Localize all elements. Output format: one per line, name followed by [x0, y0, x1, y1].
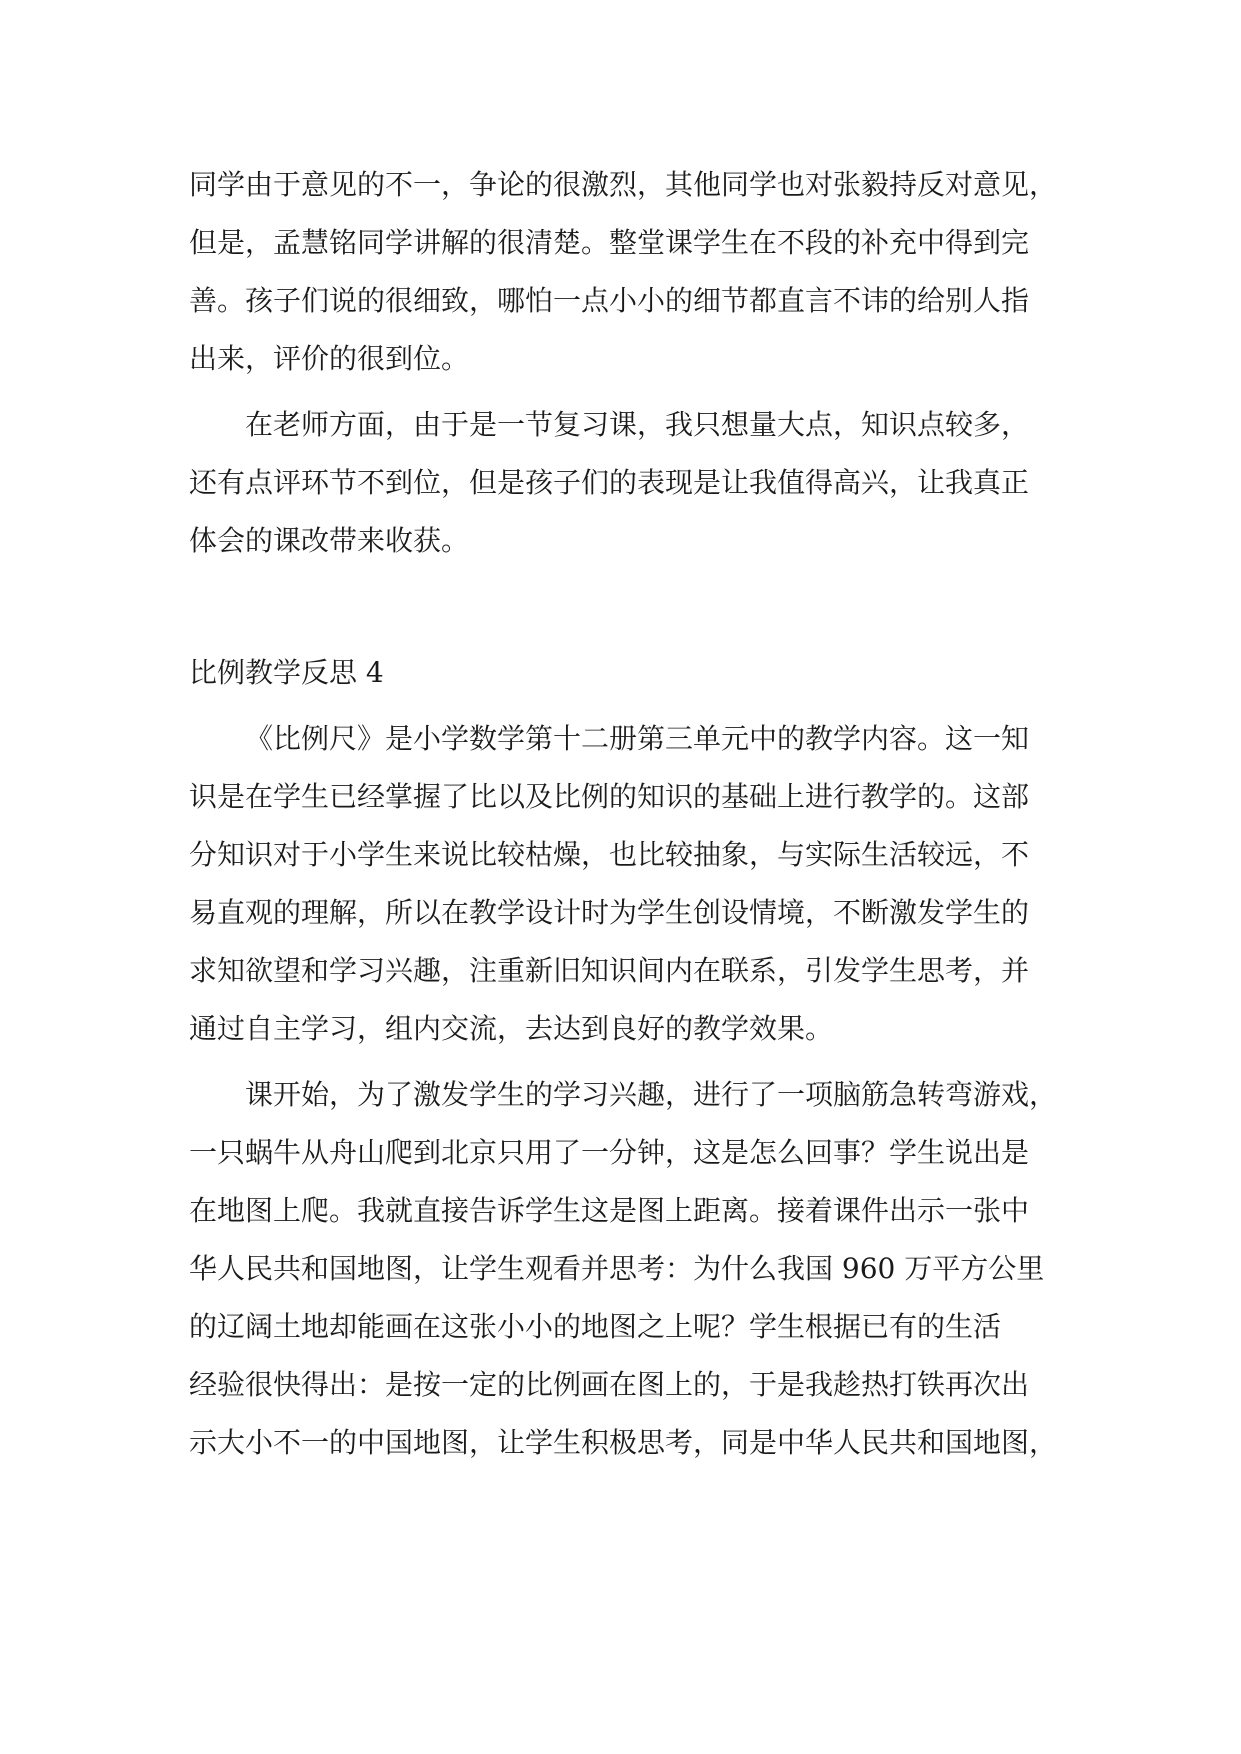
para1-line-3: 善。孩子们说的很细致，哪怕一点小小的细节都直言不讳的给别人指 — [189, 284, 1030, 317]
para4-line-2: 一只蜗牛从舟山爬到北京只用了一分钟，这是怎么回事？学生说出是 — [189, 1136, 1030, 1169]
para2-line-2: 还有点评环节不到位，但是孩子们的表现是让我值得高兴，让我真正 — [189, 466, 1030, 499]
para1-line-4: 出来，评价的很到位。 — [189, 342, 470, 375]
para3-line-5: 求知欲望和学习兴趣，注重新旧知识间内在联系，引发学生思考，并 — [189, 954, 1030, 987]
para3-line-4: 易直观的理解，所以在教学设计时为学生创设情境，不断激发学生的 — [189, 896, 1030, 929]
para4-line-6: 经验很快得出：是按一定的比例画在图上的，于是我趁热打铁再次出 — [189, 1368, 1030, 1401]
para3-line-3: 分知识对于小学生来说比较枯燥，也比较抽象，与实际生活较远，不 — [189, 838, 1030, 871]
para4-line-3: 在地图上爬。我就直接告诉学生这是图上距离。接着课件出示一张中 — [189, 1194, 1030, 1227]
para3-line-2: 识是在学生已经掌握了比以及比例的知识的基础上进行教学的。这部 — [189, 780, 1030, 813]
para4-line-1: 课开始，为了激发学生的学习兴趣，进行了一项脑筋急转弯游戏， — [245, 1078, 1058, 1111]
para4-line-5: 的辽阔土地却能画在这张小小的地图之上呢？学生根据已有的生活 — [189, 1310, 1002, 1343]
para3-line-1: 《比例尺》是小学数学第十二册第三单元中的教学内容。这一知 — [245, 722, 1030, 755]
para1-line-1: 同学由于意见的不一，争论的很激烈，其他同学也对张毅持反对意见， — [189, 168, 1058, 201]
section-title: 比例教学反思 4 — [189, 656, 384, 689]
para4-line-4: 华人民共和国地图，让学生观看并思考：为什么我国 960 万平方公里 — [189, 1252, 1045, 1285]
para4-line-7: 示大小不一的中国地图，让学生积极思考，同是中华人民共和国地图， — [189, 1426, 1058, 1459]
para3-line-6: 通过自主学习，组内交流，去达到良好的教学效果。 — [189, 1012, 834, 1045]
para2-line-1: 在老师方面，由于是一节复习课，我只想量大点，知识点较多， — [245, 408, 1030, 441]
para2-line-3: 体会的课改带来收获。 — [189, 524, 470, 557]
para1-line-2: 但是，孟慧铭同学讲解的很清楚。整堂课学生在不段的补充中得到完 — [189, 226, 1030, 259]
